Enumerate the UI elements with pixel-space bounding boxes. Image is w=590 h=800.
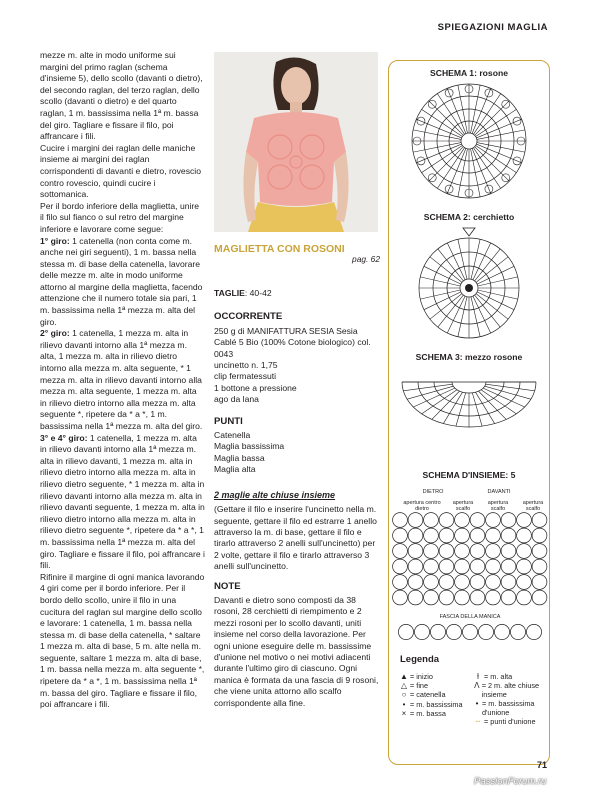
instructions-paragraph: Per il bordo inferiore della maglietta, unire il filo sul fianco o sul retro del margine inferiore e lavorare come segue:	[40, 200, 200, 234]
motif-circle	[439, 544, 454, 559]
motif-circle	[393, 544, 408, 559]
motif-circle	[430, 624, 445, 639]
motif-circle	[424, 544, 439, 559]
legend-item	[398, 672, 470, 681]
sleeve-band-diagram	[392, 622, 548, 642]
motif-circle	[455, 544, 470, 559]
single-crochet-icon: ×	[401, 708, 407, 718]
schema-5-title: SCHEMA D'INSIEME: 5	[422, 470, 516, 480]
pattern-title-row	[214, 244, 380, 266]
special-stitch-heading: 2 maglie alte chiuse insieme	[214, 489, 336, 500]
model-photo	[214, 52, 378, 232]
legend-item	[472, 681, 550, 699]
stitch-stroke	[447, 243, 465, 280]
motif-circle	[424, 590, 439, 605]
legend-label: = m. bassissima d'unione	[481, 699, 535, 718]
motif-circle	[478, 624, 493, 639]
motif-circle	[501, 513, 516, 528]
motif-circle	[408, 528, 423, 543]
motif-circle	[470, 590, 485, 605]
motif-circle	[501, 544, 516, 559]
motif-circle	[455, 575, 470, 590]
stitch-stroke	[458, 239, 467, 279]
pattern-title: MAGLIETTA CON ROSONI	[214, 243, 345, 255]
stitch-stroke	[478, 290, 518, 299]
motif-circle	[532, 528, 547, 543]
page-number: 71	[537, 760, 548, 770]
watermark: PassionForum.ru	[474, 776, 547, 787]
motif-circle	[486, 590, 501, 605]
half-rosette-diagram	[396, 364, 542, 430]
motif-circle	[439, 559, 454, 574]
stitch-stroke	[475, 101, 510, 136]
opening-label: apertura scalfo	[452, 500, 474, 512]
stitch-stroke	[472, 393, 482, 426]
stitch-item: Maglia alta	[214, 464, 256, 475]
stitch-stroke	[424, 266, 461, 284]
motif-circle	[398, 624, 413, 639]
motif-circle	[532, 513, 547, 528]
motif-circle	[501, 528, 516, 543]
front-label: DAVANTI	[487, 489, 511, 495]
legend-label: = 2 m. alte chiuse insieme	[481, 681, 540, 700]
motif-circle	[455, 590, 470, 605]
stitch-stroke	[458, 297, 467, 337]
legend-label: = fine	[410, 681, 429, 691]
notes-text: Davanti e dietro sono composti da 38 rosoni, 28 cerchietti di riempimento e 2 mezzi rosoni per lo scollo davanti, uniti insieme nel corso della lavorazione. Per ogni unione eseguire delle m. bassissime d'unione nel motivo o nei motivi adiacenti durante l'ultimo giro di ciascuno. Ogni manica è formata da una fascia di 9 rosoni, che viene unita attorno allo scalfo corrispondente alla fine.	[214, 594, 379, 708]
motif-circle	[501, 559, 516, 574]
motif-circle	[517, 559, 532, 574]
stitch-stroke	[471, 297, 480, 337]
model-illustration	[214, 52, 378, 232]
motif-circle	[501, 590, 516, 605]
material-item: uncinetto n. 1,75	[214, 360, 278, 371]
chain-icon: ○	[401, 690, 407, 700]
opening-label: apertura centro dietro	[403, 500, 441, 512]
stitch-stroke	[420, 290, 460, 299]
legend-label: = m. bassa	[410, 708, 446, 718]
stitch-stroke	[447, 296, 465, 333]
round-3-4-instructions	[40, 433, 205, 572]
legend-item	[472, 699, 550, 717]
motif-circle	[439, 575, 454, 590]
round-label: 3° e 4° giro:	[40, 432, 88, 443]
stitch-stroke	[477, 266, 514, 284]
motif-circle	[439, 513, 454, 528]
round-2-instructions	[40, 328, 205, 432]
stitch-stroke	[473, 296, 491, 333]
materials-heading: OCCORRENTE	[214, 311, 283, 323]
motif-circle	[439, 528, 454, 543]
motif-circle	[494, 624, 509, 639]
stitch-stroke	[429, 101, 464, 136]
motif-circle	[470, 575, 485, 590]
material-item: 1 bottone a pressione	[214, 382, 297, 393]
motif-circle	[532, 575, 547, 590]
special-stitch-text: (Gettare il filo e inserire l'uncinetto nella m. seguente, gettare il filo ed estrarre 1 anello attraverso la m. di base, gettare il filo e tirarlo attraverso 2 anelli sull'uncinetto) per 2 volte, gettare il filo e tirarlo attraverso 3 anelli sull'uncinetto.	[214, 504, 377, 572]
stitch-stroke	[456, 393, 466, 426]
back-label: DIETRO	[422, 489, 444, 495]
motif-circle	[517, 544, 532, 559]
legend-item	[398, 690, 470, 699]
motif-circle	[517, 528, 532, 543]
stitch-stroke	[486, 384, 535, 391]
start-icon: ▲	[400, 672, 408, 681]
stitch-stroke	[403, 384, 452, 391]
legend-label: = m. alta	[484, 672, 513, 681]
legend-label: = m. bassissima	[410, 699, 463, 709]
motif-circle	[393, 513, 408, 528]
legend-item	[472, 672, 550, 681]
motif-circle	[439, 590, 454, 605]
notes-heading: NOTE	[214, 580, 241, 592]
stitch-stroke	[478, 277, 518, 286]
motif-circle	[501, 575, 516, 590]
motif-circle	[424, 575, 439, 590]
material-item: clip fermatessuti	[214, 371, 277, 382]
stitch-item: Catenella	[214, 430, 251, 441]
round-text: 1 catenella, 1 mezza m. alta in rilievo davanti intorno alla 1ª mezza m. alta in rilievo davanti, 1 mezza m. alta in rilievo dietro intorno alla mezza m. alta in rilievo dietro seguente, * 1 mezza m. alta in rilievo davanti intorno alla mezza m. alta in rilievo davanti seguente, 1 mezza m. alta in rilievo dietro intorno alla mezza m. alta in rilievo dietro seguente *, ripetere da * a *, 1 m. bassissima nella 1ª mezza m. alta del giro. Tagliare e fissare il filo, poi affrancare i fili.	[40, 432, 205, 571]
stitch-stroke	[424, 292, 461, 310]
materials-text: 250 g di MANIFATTURA SESIA Sesia Cablé 5 Bio (100% Cotone biologico) col. 0043	[214, 325, 371, 359]
stitch-stroke	[473, 243, 491, 280]
motif-circle	[424, 528, 439, 543]
stitch-stroke	[420, 277, 460, 286]
round-label: 1° giro:	[40, 235, 70, 246]
instructions-paragraph: Rifinire il margine di ogni manica lavorando 4 giri come per il bordo inferiore. Per il bordo dello scollo, unire il filo in una cucitura del raglan sul margine dello scollo e lavorare: 1 catenella, 1 m. bassa nella stessa m. di base della catenella, * saltare 1 mezza m. alta di base, 5 m. alte nella m. seguente, saltare 1 mezza m. alta di base, 1 m. bassa nella mezza m. alta seguente *, ripetere da * a *, 1 m. bassissima nella 1ª m. bassa del giro. Tagliare e fissare il filo, poi affrancare i fili.	[40, 571, 205, 710]
small-circle-diagram	[413, 226, 525, 344]
motif-circle	[486, 559, 501, 574]
motif-circle	[424, 513, 439, 528]
round-1-instructions	[40, 236, 205, 329]
stitch-item: Maglia bassa	[214, 452, 265, 463]
double-crochet-icon: ƚ	[477, 672, 479, 681]
schema-1-title: SCHEMA 1: rosone	[430, 68, 508, 78]
motif-circle	[414, 624, 429, 639]
legend-label: = inizio	[410, 672, 433, 681]
motif-circle	[455, 513, 470, 528]
legend-label: = punti d'unione	[484, 717, 536, 727]
schema-2-title: SCHEMA 2: cerchietto	[423, 212, 515, 222]
motif-circle	[408, 575, 423, 590]
motif-circle	[393, 590, 408, 605]
overall-layout-diagram	[392, 512, 548, 608]
dc2tog-icon: Λ	[474, 681, 480, 691]
legend-label: = catenella	[410, 690, 446, 700]
legend-column-right	[472, 672, 550, 726]
sleeve-band-label: FASCIA DELLA MANICA	[439, 614, 501, 620]
motif-circle	[486, 544, 501, 559]
round-text: 1 catenella (non conta come m. anche nei giri seguenti), 1 m. bassa nella stessa m. di base della catenella, lavorare delle mezze m. alte in modo uniforme attorno al margine della maglietta, facendo attenzione che il numero totale sia pari, 1 m. bassissima nella 1ª mezza m. alta del giro.	[40, 235, 203, 327]
stitches-heading: PUNTI	[214, 415, 243, 427]
motif-circle	[408, 559, 423, 574]
joining-slip-stitch-icon: •	[475, 699, 479, 709]
join-points-icon: ┄	[475, 717, 481, 727]
motif-circle	[470, 528, 485, 543]
sizes-label: TAGLIE	[214, 288, 245, 298]
motif-circle	[486, 528, 501, 543]
legend-column-left	[398, 672, 470, 718]
motif-circle	[408, 513, 423, 528]
motif-circle	[462, 624, 477, 639]
motif-circle	[408, 544, 423, 559]
motif-circle	[486, 513, 501, 528]
motif-circle	[408, 590, 423, 605]
round-label: 2° giro:	[40, 328, 70, 339]
sizes-line	[214, 288, 380, 299]
legend-item	[398, 681, 470, 690]
rosette-diagram	[408, 80, 530, 202]
motif-circle	[517, 513, 532, 528]
end-icon: △	[400, 681, 408, 691]
instructions-column	[40, 50, 205, 711]
motif-circle	[532, 590, 547, 605]
stitch-item: Maglia bassissima	[214, 441, 285, 452]
material-item: ago da lana	[214, 394, 259, 405]
motif-circle	[486, 575, 501, 590]
stitch-stroke	[429, 147, 464, 182]
motif-circle	[446, 624, 461, 639]
motif-circle	[526, 624, 541, 639]
slip-stitch-icon: •	[402, 699, 406, 709]
motif-circle	[532, 559, 547, 574]
stitch-stroke	[471, 239, 480, 279]
motif-circle	[532, 544, 547, 559]
legend-item	[398, 700, 470, 709]
motif-circle	[517, 590, 532, 605]
motif-circle	[470, 544, 485, 559]
round-text: 1 catenella, 1 mezza m. alta in rilievo davanti intorno alla 1ª mezza m. alta, 1 mezza m. alta in rilievo dietro intorno alla mezza m. alta seguente, * 1 mezza m. alta in rilievo davanti intorno alla mezza m. alta seguente, 1 mezza m. alta in rilievo dietro intorno alla mezza m. alta seguente *, ripetere da * a *, 1 m. bassissima nella 1ª mezza m. alta del giro.	[40, 328, 203, 431]
stitch-stroke	[477, 292, 514, 310]
instructions-paragraph: Cucire i margini dei raglan delle maniche insieme ai margini dei raglan corrispondenti di davanti e dietro, rovescio contro rovescio, quindi cucire i sottomanica.	[40, 142, 201, 200]
motif-circle	[510, 624, 525, 639]
stitch-stroke	[475, 147, 510, 182]
legend-item	[472, 717, 550, 726]
motif-circle	[393, 528, 408, 543]
section-header: SPIEGAZIONI MAGLIA	[437, 22, 548, 33]
motif-circle	[424, 559, 439, 574]
motif-circle	[517, 575, 532, 590]
opening-label: apertura scalfo	[487, 500, 509, 512]
motif-circle	[455, 528, 470, 543]
schema-3-title: SCHEMA 3: mezzo rosone	[415, 352, 523, 362]
opening-label: apertura scalfo	[522, 500, 544, 512]
motif-circle	[470, 559, 485, 574]
page-reference: pag. 62	[352, 254, 380, 264]
legend-title: Legenda	[400, 654, 440, 665]
pattern-info-column	[214, 244, 380, 709]
motif-circle	[393, 559, 408, 574]
motif-circle	[470, 513, 485, 528]
motif-circle	[455, 559, 470, 574]
sizes-value: : 40-42	[244, 288, 272, 298]
instructions-paragraph: mezze m. alte in modo uniforme sui margini del primo raglan (schema d'insieme 5), dello scollo (davanti o dietro), del secondo raglan, del terzo raglan, dello scollo (davanti o dietro) e del quarto raglan, 1 m. bassissima nella 1ª m. bassa del giro. Tagliare e fissare il filo, poi affrancare i fili.	[40, 50, 203, 142]
legend-item	[398, 709, 470, 718]
motif-circle	[393, 575, 408, 590]
